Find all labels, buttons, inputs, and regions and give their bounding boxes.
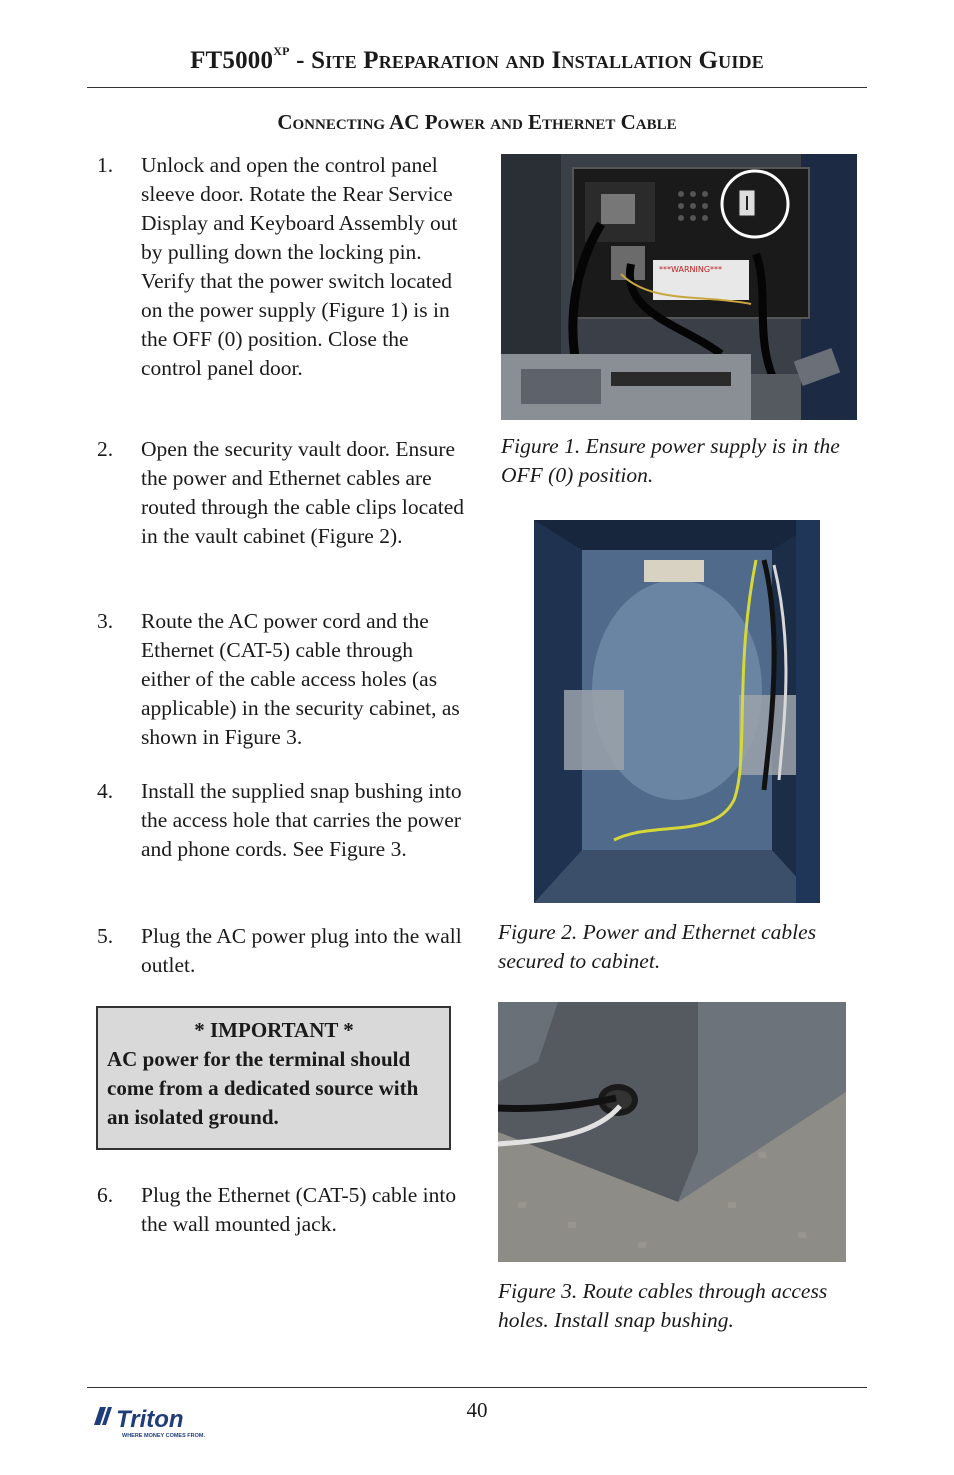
figure-2-caption: Figure 2. Power and Ethernet cables secured to cabinet. [498,920,817,973]
step-text: Plug the AC power plug into the wall outlet. [141,924,462,977]
step-number: 4. [97,779,114,803]
running-header [0,44,954,75]
triton-logo [92,1401,232,1441]
step-text: Open the security vault door. Ensure the power and Ethernet cables are routed through the cable clips located in the vault cabinet (Figure 2). [141,437,464,548]
header-model: FT5000 [190,47,274,74]
important-text: AC power for the terminal should come from a dedicated source with an isolated ground. [107,1047,419,1129]
figure-1-caption: Figure 1. Ensure power supply is in the OFF (0) position. [501,434,840,487]
footer-rule [87,1387,867,1388]
step-1 [97,151,467,383]
important-title: * IMPORTANT * [194,1018,354,1042]
warning-label: ***WARNING*** [659,265,723,274]
header-dash: - [289,47,312,74]
step-number: 6. [97,1183,114,1207]
figure-3-photo [498,1002,846,1262]
step-6 [97,1181,467,1239]
figure-3-caption: Figure 3. Route cables through access holes. Install snap bushing. [498,1279,828,1332]
step-text: Unlock and open the control panel sleeve door. Rotate the Rear Service Display and Keyboard Assembly out by pulling down the locking pin. Verify that the power switch located on the power supply (Figure 1) is in the OFF (0) position. Close the control panel door. [141,153,458,380]
step-2 [97,435,467,551]
step-4 [97,777,467,864]
step-number: 5. [97,924,114,948]
figure-2-photo [534,520,820,903]
step-number: 1. [97,153,114,177]
step-text: Install the supplied snap bushing into the access hole that carries the power and phone cords. See Figure 3. [141,779,462,861]
section-title: Connecting AC Power and Ethernet Cable [277,110,677,134]
step-text: Plug the Ethernet (CAT-5) cable into the wall mounted jack. [141,1183,457,1236]
step-number: 3. [97,609,114,633]
header-guide-title: Site Preparation and Installation Guide [311,47,764,74]
step-5 [97,922,467,980]
header-rule [87,87,867,88]
important-note-box [96,1006,451,1150]
step-number: 2. [97,437,114,461]
page-number: 40 [466,1398,488,1422]
step-3 [97,607,467,752]
logo-wordmark: Triton [116,1406,184,1433]
logo-tagline: WHERE MONEY COMES FROM. [122,1433,206,1439]
step-text: Route the AC power cord and the Ethernet (CAT-5) cable through either of the cable access holes (as applicable) in the security cabinet, as shown in Figure 3. [141,609,460,749]
header-superscript: XP [273,44,290,58]
figure-1-photo [501,154,857,420]
